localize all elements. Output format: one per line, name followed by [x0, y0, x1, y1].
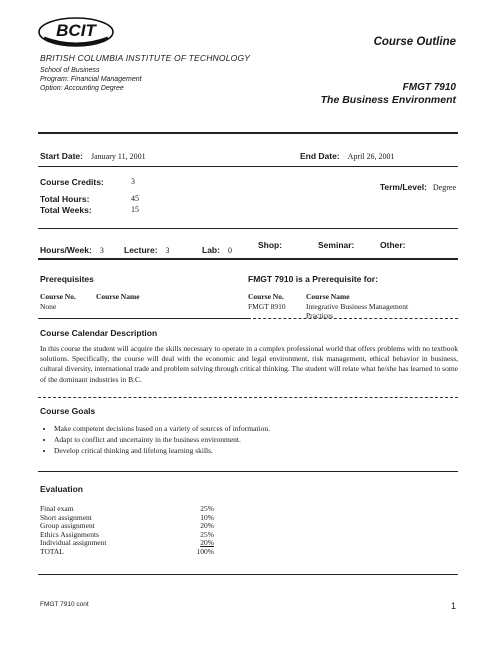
eval-item-name: Group assignment — [40, 521, 95, 530]
dates-divider — [38, 166, 458, 167]
prereq-col-course-name: Course Name — [96, 292, 140, 301]
eval-item-pct: 25% — [200, 529, 214, 539]
credits-divider — [38, 228, 458, 229]
lecture-label: Lecture: — [124, 245, 158, 255]
eval-item-name: Ethics Assignments — [40, 529, 99, 539]
term-level — [380, 177, 456, 195]
school-name: School of Business — [40, 67, 100, 74]
table-row — [40, 539, 214, 548]
seminar-label: Seminar: — [318, 240, 355, 250]
prereq-col-course-no: Course No. — [40, 292, 76, 301]
prereq-value: None — [40, 302, 57, 311]
goals-divider — [38, 471, 458, 472]
shop-label: Shop: — [258, 240, 283, 250]
other-label: Other: — [380, 240, 406, 250]
course-goals-list — [40, 423, 270, 456]
lab-value: 0 — [227, 246, 232, 255]
lecture-value: 3 — [165, 246, 170, 255]
course-code: FMGT 7910 — [402, 82, 456, 93]
prereqfor-col-course-name: Course Name — [306, 292, 350, 301]
footer-course-cont: FMGT 7910 cont — [40, 601, 89, 608]
prereqfor-course-no: FMGT 8910 — [248, 302, 286, 311]
total-weeks-value: 15 — [131, 205, 139, 214]
eval-item-name: Individual assignment — [40, 538, 107, 547]
document-title: Course Outline — [373, 36, 456, 48]
page-number: 1 — [450, 601, 456, 611]
prereq-divider — [38, 318, 248, 319]
school-info — [40, 66, 142, 93]
prereqfor-course-name-line2: Practices — [306, 311, 334, 320]
term-value: Degree — [432, 183, 456, 192]
start-date-label: Start Date: — [40, 151, 83, 161]
prereqfor-divider — [248, 318, 458, 319]
prereqfor-col-course-no: Course No. — [248, 292, 284, 301]
lecture-hours — [124, 240, 170, 258]
evaluation-divider — [38, 574, 458, 575]
prerequisites-heading: Prerequisites — [40, 274, 94, 284]
eval-item-name: Final exam — [40, 504, 74, 513]
start-date-value: January 11, 2001 — [90, 152, 146, 161]
course-goals-heading: Course Goals — [40, 406, 96, 416]
evaluation-heading: Evaluation — [40, 484, 83, 494]
total-weeks-label: Total Weeks: — [40, 205, 92, 215]
prereqfor-course-name-line1: Integrative Business Management — [306, 302, 409, 311]
goal-item: • Adapt to conflict and uncertainty in the business environment. — [54, 434, 270, 445]
eval-item-pct: 20% — [200, 538, 214, 547]
end-date-value: April 26, 2001 — [347, 152, 395, 161]
table-row — [40, 548, 214, 557]
eval-item-name: Short assignment — [40, 512, 92, 522]
header-divider — [38, 132, 458, 134]
eval-item-pct: 20% — [200, 521, 214, 530]
hours-per-week — [40, 240, 104, 258]
logo-text: BCIT — [56, 21, 96, 40]
total-hours-label: Total Hours: — [40, 194, 90, 204]
start-date — [40, 146, 146, 164]
credits-value: 3 — [131, 177, 135, 186]
institute-name: BRITISH COLUMBIA INSTITUTE OF TECHNOLOGY — [40, 53, 251, 63]
evaluation-table — [40, 505, 214, 556]
eval-total-pct: 100% — [196, 546, 214, 556]
course-title: The Business Environment — [320, 94, 456, 106]
calendar-description-heading: Course Calendar Description — [40, 328, 158, 338]
credits-label: Course Credits: — [40, 177, 104, 187]
calendar-description-text: In this course the student will acquire the skills necessary to operate in a complex professional world that offers problems with no textbook solutions. Specifically, the course will deal with the economic and legal environment, risk management, ethical behavior in business, cultural diversity, international trade and problem solving through critical thinking. The student will relate what he/she has learned to some of the dominant industries in B.C. — [40, 344, 458, 384]
goal-item: • Develop critical thinking and lifelong learning skills. — [54, 445, 270, 456]
option-name: Option: Accounting Degree — [40, 85, 124, 92]
term-label: Term/Level: — [379, 182, 427, 192]
eval-item-pct: 10% — [200, 512, 214, 522]
goal-item: • Make competent decisions based on a variety of sources of information. — [54, 423, 270, 434]
hours-week-label: Hours/Week: — [40, 245, 92, 255]
eval-item-pct: 25% — [200, 504, 214, 513]
total-hours-value: 45 — [131, 194, 139, 203]
hours-week-value: 3 — [99, 246, 104, 255]
lab-label: Lab: — [202, 245, 220, 255]
calendar-divider — [38, 397, 458, 398]
bcit-logo — [36, 14, 116, 48]
program-name: Program: Financial Management — [40, 76, 142, 83]
hours-divider — [38, 258, 458, 260]
end-date-label: End Date: — [300, 151, 340, 161]
prerequisite-for-heading: FMGT 7910 is a Prerequisite for: — [248, 274, 378, 284]
end-date — [300, 146, 395, 164]
eval-total-label: TOTAL — [40, 546, 64, 556]
lab-hours — [202, 240, 232, 258]
